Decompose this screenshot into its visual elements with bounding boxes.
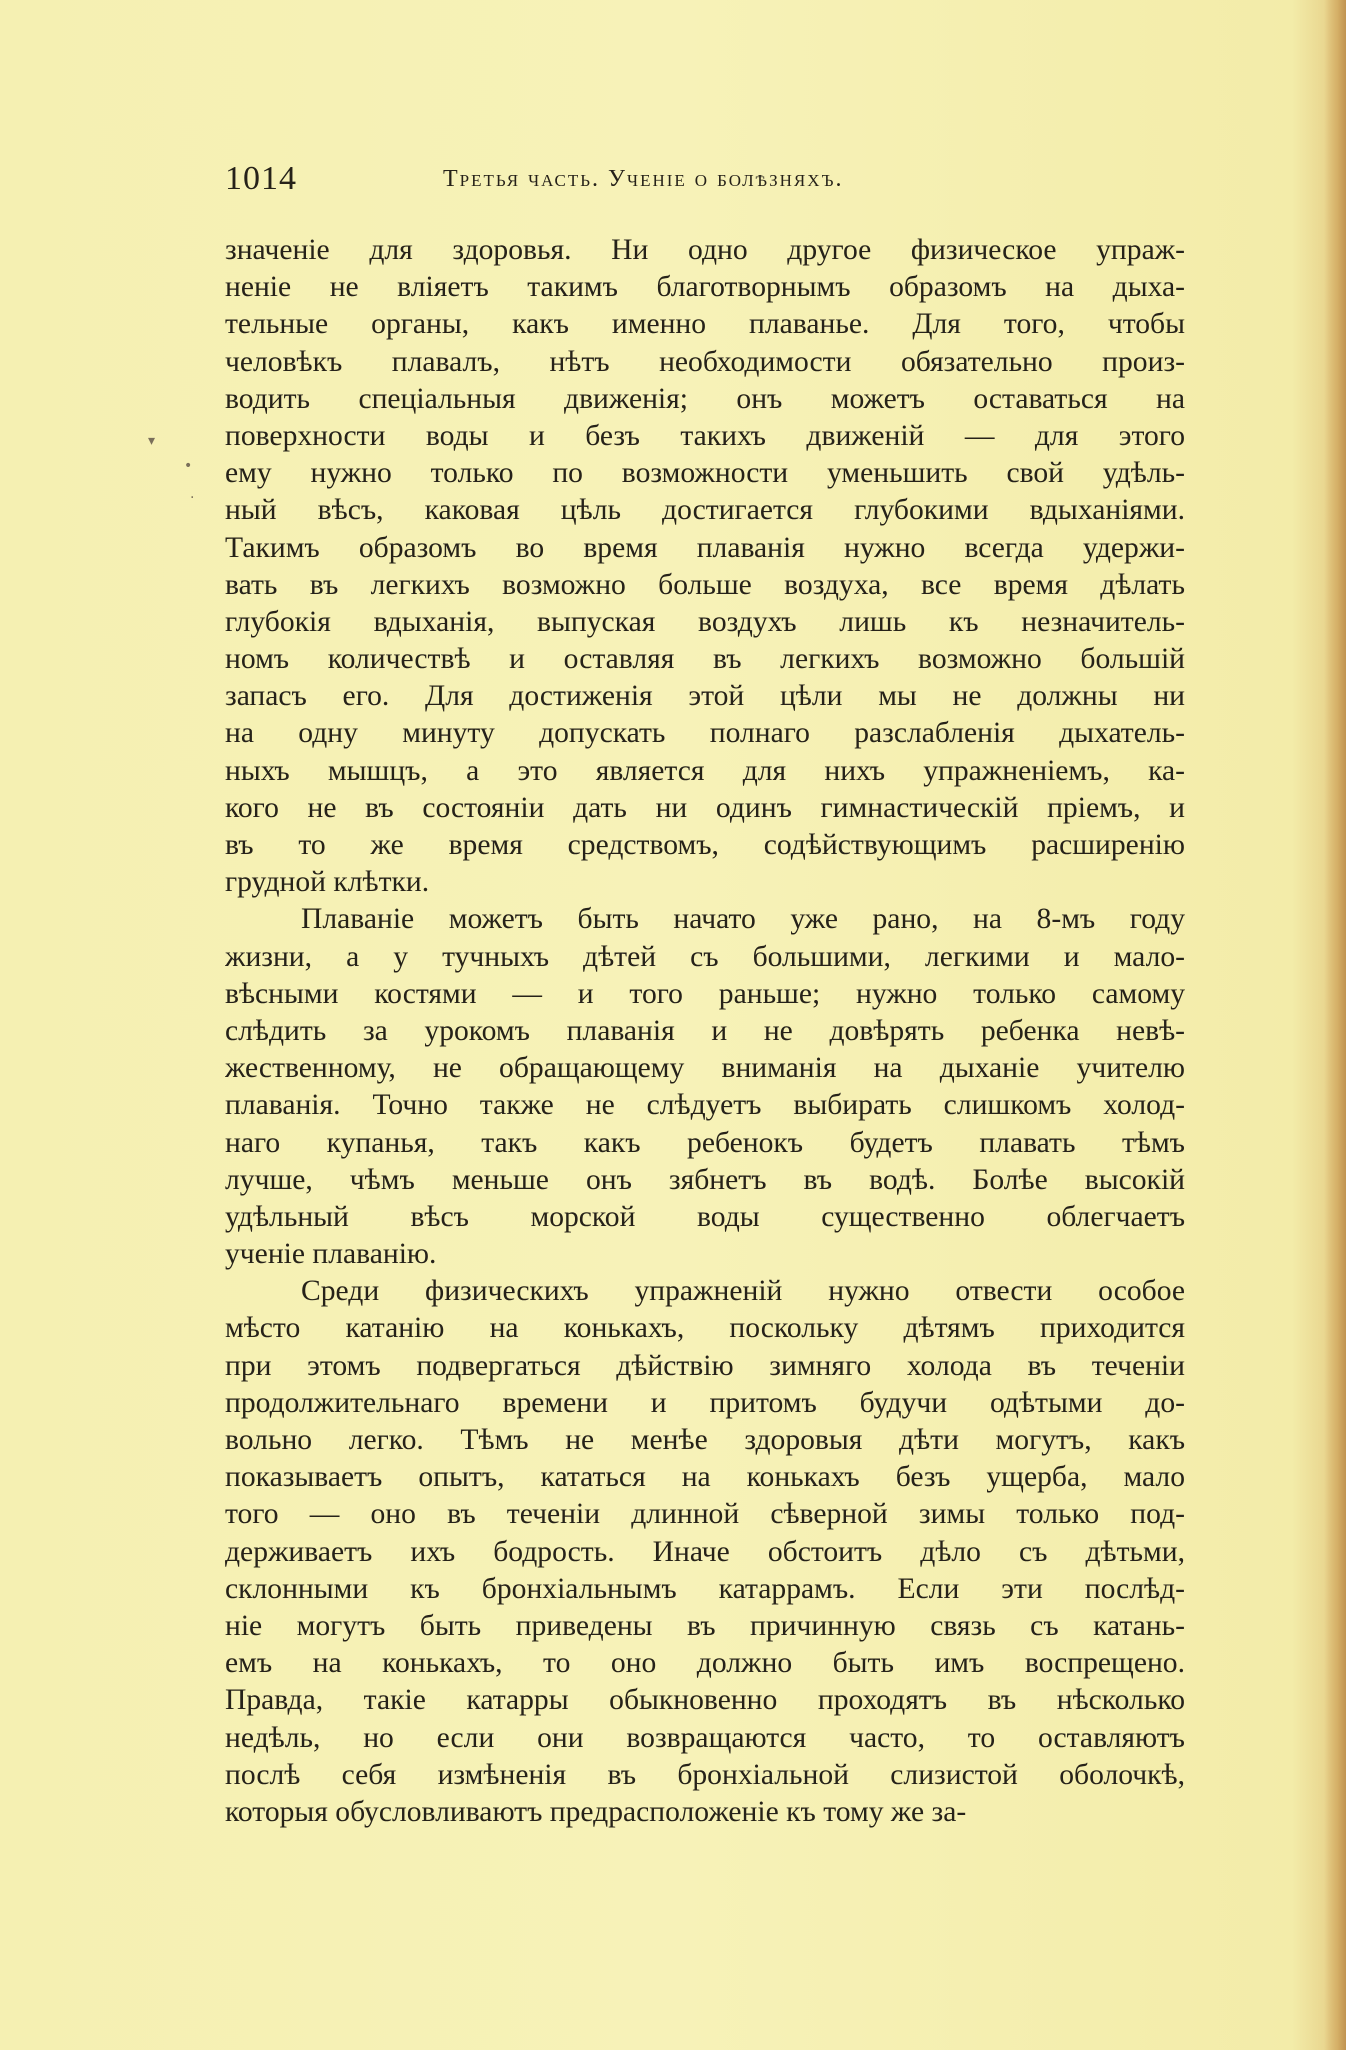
text-line: жизни, а у тучныхъ дѣтей съ большими, легкими и мало- — [225, 940, 1185, 973]
text-line: кого не въ состояніи дать ни одинъ гимнастическій пріемъ, и — [225, 791, 1185, 824]
text-line: недѣль, но если они возвращаются часто, то оставляютъ — [225, 1721, 1185, 1754]
text-line: послѣ себя измѣненія въ бронхіальной слизистой оболочкѣ, — [225, 1758, 1185, 1791]
margin-speck: • — [184, 458, 193, 474]
running-title: Третья часть. Ученіе о болѣзняхъ. — [443, 166, 844, 192]
text-line: емъ на конькахъ, то оно должно быть имъ воспрещено. — [225, 1647, 1185, 1680]
text-line: Правда, такіе катарры обыкновенно проходятъ въ нѣсколько — [225, 1684, 1185, 1717]
text-line: запасъ его. Для достиженія этой цѣли мы не должны ни — [225, 680, 1185, 713]
text-line: поверхности воды и безъ такихъ движеній — для этого — [225, 419, 1185, 452]
text-line: жественному, не обращающему вниманія на дыханіе учителю — [225, 1052, 1185, 1085]
text-line: въ то же время средствомъ, содѣйствующимъ расширенію — [225, 829, 1185, 861]
text-line: ученіе плаванію. — [225, 1238, 437, 1271]
paragraph — [225, 1273, 1185, 1831]
text-line: водить спеціальныя движенія; онъ можетъ оставаться на — [225, 382, 1185, 415]
text-line: удѣльный вѣсъ морской воды существенно облегчаетъ — [225, 1200, 1185, 1233]
text-line: плаванія. Точно также не слѣдуетъ выбирать слишкомъ холод- — [225, 1089, 1185, 1122]
text-line: склонными къ бронхіальнымъ катаррамъ. Если эти послѣд- — [225, 1572, 1185, 1605]
page-number: 1014 — [225, 160, 297, 197]
text-line: неніе не вліяетъ такимъ благотворнымъ образомъ на дыха- — [225, 271, 1185, 304]
text-line: вольно легко. Тѣмъ не менѣе здоровыя дѣти могутъ, какъ — [225, 1424, 1185, 1456]
text-line: держиваетъ ихъ бодрость. Иначе обстоитъ дѣло съ дѣтьми, — [225, 1535, 1185, 1568]
text-line: значеніе для здоровья. Ни одно другое физическое упраж- — [225, 234, 1185, 266]
paragraph — [225, 901, 1185, 1273]
text-line: Плаваніе можетъ быть начато уже рано, на 8-мъ году — [301, 903, 1185, 936]
text-line: человѣкъ плавалъ, нѣтъ необходимости обязательно произ- — [225, 345, 1185, 378]
text-line: глубокія вдыханія, выпуская воздухъ лишь къ незначитель- — [225, 605, 1185, 638]
text-line: наго купанья, такъ какъ ребенокъ будетъ плавать тѣмъ — [225, 1126, 1185, 1159]
text-line: которыя обусловливаютъ предрасположеніе къ тому же за- — [225, 1795, 967, 1828]
text-line: Среди физическихъ упражненій нужно отвести особое — [301, 1275, 1185, 1308]
text-line: показываетъ опытъ, кататься на конькахъ безъ ущерба, мало — [225, 1461, 1185, 1494]
text-line: ныхъ мышцъ, а это является для нихъ упражненіемъ, ка- — [225, 754, 1185, 787]
body-text — [225, 232, 1185, 1831]
text-line: мѣсто катанію на конькахъ, поскольку дѣтямъ приходится — [225, 1312, 1185, 1345]
text-line: Такимъ образомъ во время плаванія нужно всегда удержи- — [225, 531, 1185, 564]
text-line: при этомъ подвергаться дѣйствію зимняго холода въ теченіи — [225, 1349, 1185, 1382]
text-line: ный вѣсъ, каковая цѣль достигается глубокими вдыханіями. — [225, 494, 1185, 527]
text-line: ніе могутъ быть приведены въ причинную связь съ катань- — [225, 1609, 1185, 1642]
running-header — [225, 160, 1185, 204]
text-line: продолжительнаго времени и притомъ будучи одѣтыми до- — [225, 1386, 1185, 1419]
page-edge-shading — [1324, 0, 1346, 2050]
paragraph — [225, 232, 1185, 901]
text-line: слѣдить за урокомъ плаванія и не довѣрять ребенка невѣ- — [225, 1014, 1185, 1047]
text-line: на одну минуту допускать полнаго разслабленія дыхатель- — [225, 717, 1185, 750]
text-line: лучше, чѣмъ меньше онъ зябнетъ въ водѣ. Болѣе высокій — [225, 1163, 1185, 1196]
text-line: грудной клѣтки. — [225, 866, 430, 899]
margin-speck: ▾ — [148, 433, 156, 449]
text-line: тельные органы, какъ именно плаванье. Для того, чтобы — [225, 308, 1185, 341]
text-line: ему нужно только по возможности уменьшить свой удѣль- — [225, 457, 1185, 490]
margin-speck: · — [190, 490, 195, 506]
text-line: того — оно въ теченіи длинной сѣверной зимы только под- — [225, 1498, 1185, 1531]
text-line: номъ количествѣ и оставляя въ легкихъ возможно большій — [225, 643, 1185, 676]
text-line: вѣсными костями — и того раньше; нужно только самому — [225, 977, 1185, 1010]
text-line: вать въ легкихъ возможно больше воздуха, все время дѣлать — [225, 568, 1185, 601]
